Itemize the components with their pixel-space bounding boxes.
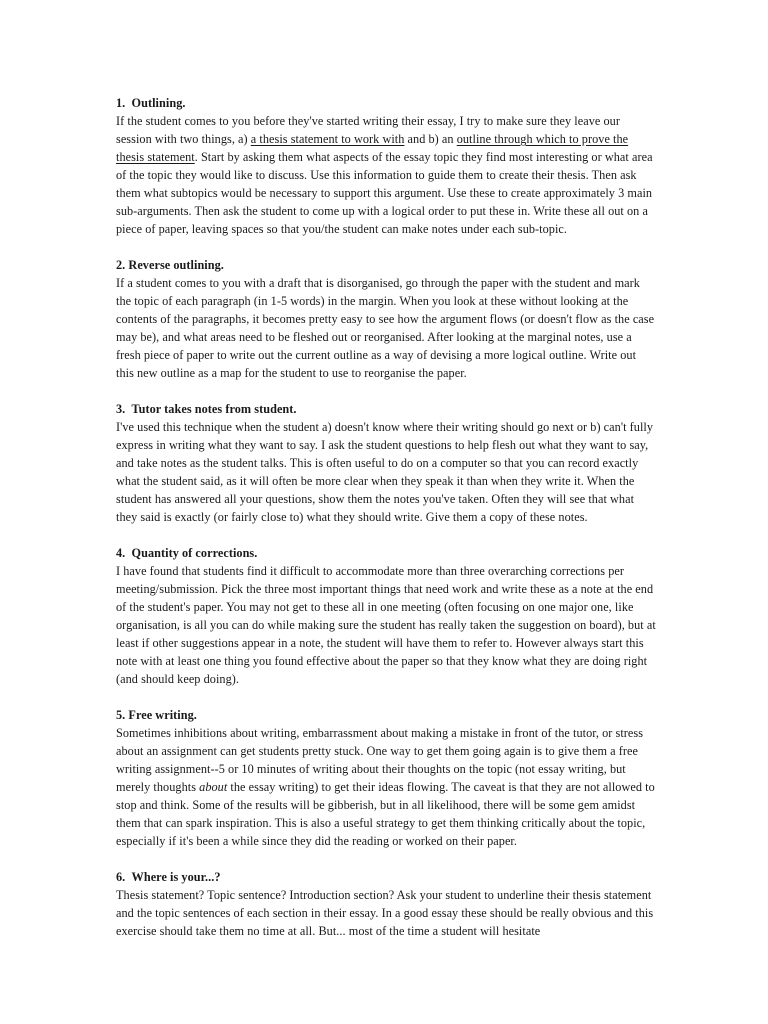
emphasized-word: about <box>199 780 228 794</box>
section-paragraph <box>116 724 656 850</box>
underlined-phrase: outline through which to prove the thesis statement <box>116 132 629 164</box>
section-outlining <box>116 94 656 238</box>
section-tutor-notes <box>116 400 656 526</box>
section-heading <box>116 544 656 562</box>
section-paragraph: I've used this technique when the student a) doesn't know where their writing should go next or b) can't fully express in writing what they want to say. I ask the student questions to help flesh out what they want to say, and take notes as the student talks. This is often useful to do on a computer so that you can record exactly what the student said, as it will often be more clear when they speak it than when they write it. When the student has answered all your questions, show them the notes you've taken. Often they will see that what they said is exactly (or fairly close to) what they should write. Give them a copy of these notes. <box>116 420 654 524</box>
section-paragraph: Thesis statement? Topic sentence? Introduction section? Ask your student to underline their thesis statement and the topic sentences of each section in their essay. In a good essay these should be really obvious and this exercise should take them no time at all. But... most of the time a student will hesitate <box>116 888 654 938</box>
section-title: Tutor takes notes from student. <box>131 402 297 416</box>
section-where-is-your <box>116 868 656 940</box>
section-number: 5. <box>116 708 126 722</box>
section-quantity-corrections <box>116 544 656 688</box>
section-number: 3. <box>116 402 126 416</box>
section-title: Reverse outlining. <box>128 258 224 272</box>
paragraph-text: the essay writing) to get their ideas flowing. The caveat is that they are not allowed to stop and think. Some of the results will be gibberish, but in all likelihood, there will be some gem amidst them that can spark inspiration. This is also a useful strategy to get them thinking critically about the topic, especially if it's been a while since they did the reading or worked on their paper. <box>116 780 655 848</box>
section-heading <box>116 400 656 418</box>
section-title: Where is your...? <box>131 870 221 884</box>
document-body <box>116 94 656 958</box>
section-title: Free writing. <box>128 708 197 722</box>
paragraph-text: Sometimes inhibitions about writing, embarrassment about making a mistake in front of the tutor, or stress about an assignment can get students pretty stuck. One way to get them going again is to give them a free writing assignment--5 or 10 minutes of writing about their thoughts on the topic (not essay writing, but merely thoughts <box>116 726 644 794</box>
underlined-phrase: a thesis statement to work with <box>250 132 405 146</box>
section-paragraph <box>116 112 656 238</box>
section-number: 2. <box>116 258 126 272</box>
section-paragraph: I have found that students find it difficult to accommodate more than three overarching corrections per meeting/submission. Pick the three most important things that need work and write these as a note at the end of the student's paper. You may not get to these all in one meeting (often focusing on one major one, like organisation, is all you can do while making sure the student has really taken the suggestion on board), but at least if other suggestions appear in a note, the student will have them to refer to. However always start this note with at least one thing you found effective about the paper so that they know what they are doing right (and should keep doing). <box>116 564 656 686</box>
paragraph-text: If the student comes to you before they've started writing their essay, I try to make sure they leave our session with two things, a) <box>116 114 620 146</box>
section-reverse-outlining <box>116 256 656 382</box>
section-heading <box>116 868 656 886</box>
section-number: 1. <box>116 96 126 110</box>
section-heading <box>116 706 656 724</box>
section-title: Quantity of corrections. <box>131 546 258 560</box>
paragraph-text: and b) an <box>404 132 457 146</box>
section-paragraph: If a student comes to you with a draft that is disorganised, go through the paper with the student and mark the topic of each paragraph (in 1-5 words) in the margin. When you look at these without looking at the contents of the paragraphs, it becomes pretty easy to see how the argument flows (or doesn't flow as the case may be), and what areas need to be fleshed out or reorganised. After looking at the marginal notes, use a fresh piece of paper to write out the current outline as a way of devising a more logical outline. Write out this new outline as a map for the student to use to reorganise the paper. <box>116 276 655 380</box>
paragraph-text: . Start by asking them what aspects of the essay topic they find most interesting or what area of the topic they would like to discuss. Use this information to guide them to create their thesis. Then ask them what subtopics would be necessary to support this argument. Use these to create approximately 3 main sub-arguments. Then ask the student to come up with a logical order to put these in. Write these all out on a piece of paper, leaving spaces so that you/the student can make notes under each sub-topic. <box>116 150 653 236</box>
section-heading <box>116 256 656 274</box>
section-title: Outlining. <box>131 96 186 110</box>
section-heading <box>116 94 656 112</box>
section-number: 6. <box>116 870 126 884</box>
section-number: 4. <box>116 546 126 560</box>
section-free-writing <box>116 706 656 850</box>
